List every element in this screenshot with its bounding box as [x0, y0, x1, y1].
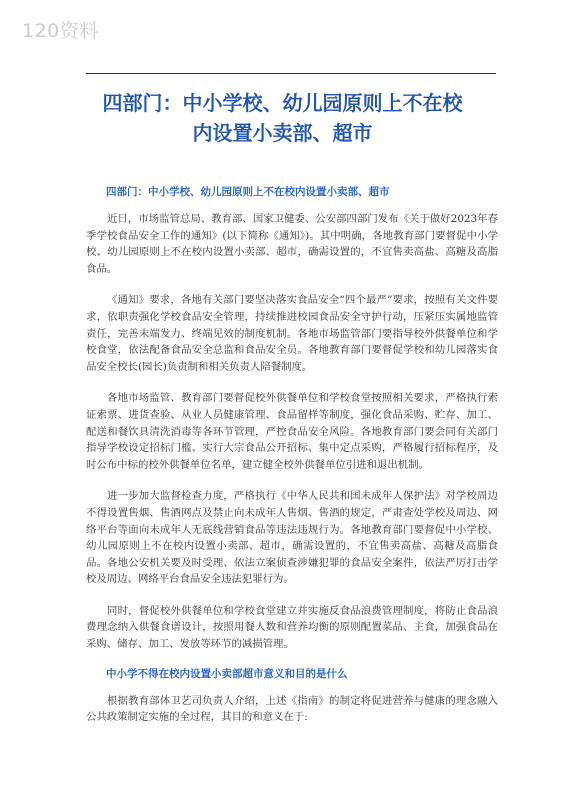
paragraph: 近日，市场监管总局、教育部、国家卫健委、公安部四部门发布《关于做好2023年春季学校食品安全工作的通知》(以下简称《通知》)。其中明确，各地教育部门要督促中小学校、幼儿园原则上不在校内设置小卖部、超市，确需设置的，不宜售卖高盐、高糖及高脂食品。 — [86, 213, 498, 275]
document-title — [70, 88, 495, 148]
section-heading: 中小学不得在校内设置小卖部超市意义和目的是什么 — [106, 667, 348, 680]
paragraph: 根据教育部体卫艺司负责人介绍，上述《指南》的制定将促进营养与健康的理念融入公共政策制定实施的全过程，其目的和意义在于: — [86, 694, 498, 724]
watermark-logo: 120资料 — [22, 20, 99, 42]
paragraph: 各地市场监管、教育部门要督促校外供餐单位和学校食堂按照相关要求，严格执行索证索票、进货查验、从业人员健康管理、食品留样等制度，强化食品采购、贮存、加工、配送和餐饮具清洗消毒等各环节管理，严控食品安全风险。各地教育部门要会同有关部门指导学校设定招标门槛、实行大宗食品公开招标、集中定点采购，严格履行招标程序，及时公布中标的校外供餐单位名单，建立健全校外供餐单位引进和退出机制。 — [86, 392, 498, 471]
article-body — [86, 184, 498, 741]
section-heading: 四部门：中小学校、幼儿园原则上不在校内设置小卖部、超市 — [106, 186, 390, 198]
paragraph: 同时，督促校外供餐单位和学校食堂建立并实施反食品浪费管理制度，将防止食品浪费理念纳入供餐食谱设计，按照用餐人数和营养均衡的原则配置菜品、主食，加强食品在采购、储存、加工、发放等环节的减损管理。 — [86, 604, 498, 651]
paragraph: 《通知》要求，各地有关部门要坚决落实食品安全“四个最严”要求，按照有关文件要求，依职责强化学校食品安全管理，持续推进校园食品安全守护行动，压紧压实属地监管责任，完善末端发力、终端见效的制度机制。各地市场监管部门要指导校外供餐单位和学校食堂，依法配备食品安全总监和食品安全员。各地教育部门要督促学校和幼儿园落实食品安全校长(园长)负责制和相关负责人陪餐制度。 — [86, 294, 498, 373]
paragraph: 进一步加大监督检查力度，严格执行《中华人民共和国未成年人保护法》对学校周边不得设置售烟、售酒网点及禁止向未成年人售烟、售酒的规定，严肃查处学校及周边、网络平台等面向未成年人无底线营销食品等违法违规行为。各地教育部门要督促中小学校、幼儿园原则上不在校内设置小卖部、超市，确需设置的，不宜售卖高盐、高糖及高脂食品。各地公安机关要及时受理、依法立案侦查涉嫌犯罪的食品安全案件，依法严厉打击学校及周边、网络平台食品安全违法犯罪行为。 — [86, 490, 498, 586]
document-title-line-2: 内设置小卖部、超市 — [192, 121, 373, 145]
document-title-line-1: 四部门：中小学校、幼儿园原则上不在校 — [102, 91, 463, 115]
header-divider — [86, 73, 496, 74]
